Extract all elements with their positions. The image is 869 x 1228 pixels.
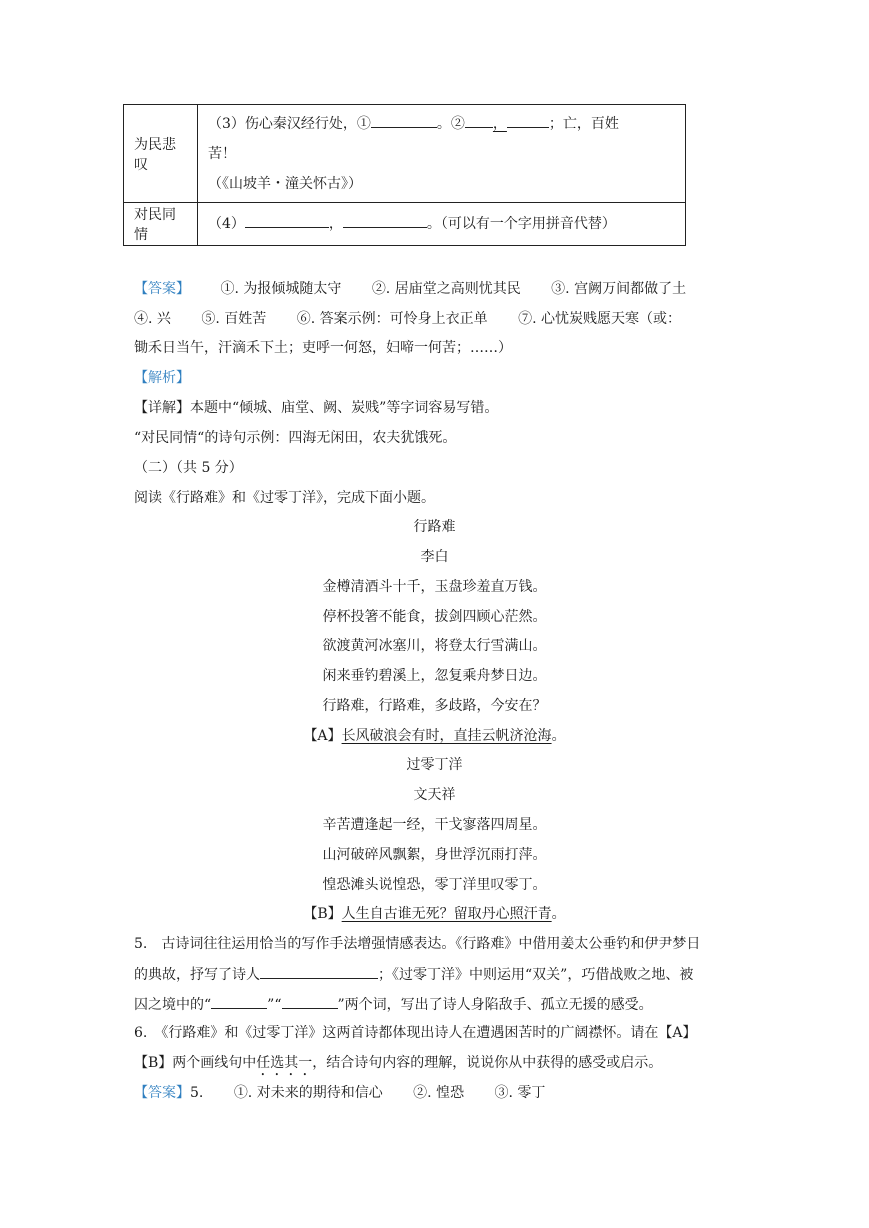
poem-line: 山河破碎风飘絮，身世浮沉雨打萍。 [322,847,547,863]
answer-tag: 【答案】 [134,1085,190,1101]
answer-blank [507,113,549,128]
poem-line: 行路难，行路难，多歧路，今安在？ [322,698,547,714]
row-label: 对民同情 [124,203,198,246]
document-page: 为民悲叹 （3）伤心秦汉经行处，① 。② ， ；亡，百姓 苦！ （《山坡羊・潼关怀古》） 对民同情 （4） ， 。（可以有一个字用拼音代替） 【答案】 ①. 为报倾城随太守 ②. 居庙堂之高则忧其民 ③. 宫阙万间都做了土 ④. 兴 ⑤. 百姓苦 ⑥. 答案示例：可怜身上衣正单 ⑦. 心忧炭贱愿天寒（或： 锄禾日当午，汗滴禾下土；吏呼一何怒，妇啼一何苦；……） 【解析】 【详解】本题中“倾城、庙堂、阙、炭贱”等字词容易写错。 “对民同情“的诗句示例：四海无闲田，农夫犹饿死。 （二）（共 5 分） 阅读《行路难》和《过零丁洋》，完成下面小题。 行路难 李白 金樽清酒斗十千，玉盘珍羞直万钱。 停杯投箸不能食，拔剑四顾心茫然。 欲渡黄河冰塞川，将登太行雪满山。 闲来垂钓碧溪上，忽复乘舟梦日边。 行路难，行路难，多歧路，今安在？ 【A】长风破浪会有时，直挂云帆济沧海。 过零丁洋 文天祥 辛苦遭逢起一经，干戈寥落四周星。 山河破碎风飘絮，身世浮沉雨打萍。 惶恐滩头说惶恐，零丁洋里叹零丁。 【B】人生自古谁无死？留取丹心照汗青。 5. 古诗词往往运用恰当的写作手法增强情感表达。《行路难》中借用姜太公垂钓和伊尹梦日 的典故，抒写了诗人 ；《过零丁洋》中则运用“双关”，巧借战败之地、被 囚之境中的“ ”“ ”两个词，写出了诗人身陷敌手、孤立无援的感受。 6. 《行路难》和《过零丁洋》这两首诗都体现出诗人在遭遇困苦时的广阔襟怀。请在【A】 【B】两个画线句中任选其一，结合诗句内容的理解，说说你从中获得的感受或启示。 【答案】5. ①. 对未来的期待和信心 ②. 惶恐 ③. 零丁 [0,0,869,1228]
emphasis-dotted: 任选其一 [256,1055,313,1071]
marked-line-a: 【A】长风破浪会有时，直挂云帆济沧海。 [303,728,566,744]
answer-blank [371,113,437,128]
question-5: 5. 古诗词往往运用恰当的写作手法增强情感表达。《行路难》中借用姜太公垂钓和伊尹梦日 [134,936,701,952]
answer-blank [211,994,267,1009]
answer-tag: 【答案】 [134,281,190,297]
section-title: （二）（共 5 分） [134,460,243,476]
answer-line: ④. 兴 ⑤. 百姓苦 ⑥. 答案示例：可怜身上衣正单 ⑦. 心忧炭贱愿天寒（或： [134,311,681,327]
answer-line: 【答案】 ①. 为报倾城随太守 ②. 居庙堂之高则忧其民 ③. 宫阙万间都做了土 [134,281,687,297]
table-row [124,105,686,203]
answer-blank [343,213,427,228]
poem-line: 停杯投箸不能食，拔剑四顾心茫然。 [322,609,547,625]
poem-line: 辛苦遭逢起一经，干戈寥落四周星。 [322,817,547,833]
poem-author: 文天祥 [413,787,456,803]
analysis-tag: 【解析】 [134,370,190,386]
poem-line: 欲渡黄河冰塞川，将登太行雪满山。 [322,638,547,654]
answer-blank [260,964,378,979]
marked-line-b: 【B】人生自古谁无死？留取丹心照汗青。 [303,906,566,922]
fill-in-table [123,104,686,246]
answer-blank [282,994,338,1009]
row-content: （4） ， 。（可以有一个字用拼音代替） [198,203,686,246]
poem-line: 金樽清酒斗十千，玉盘珍羞直万钱。 [322,579,547,595]
poem-line: 闲来垂钓碧溪上，忽复乘舟梦日边。 [322,668,547,684]
answer-blank [245,213,329,228]
row-label: 为民悲叹 [124,105,198,203]
answer-line: 【答案】5. ①. 对未来的期待和信心 ②. 惶恐 ③. 零丁 [134,1085,546,1101]
table-row [124,203,686,246]
poem-line: 惶恐滩头说惶恐，零丁洋里叹零丁。 [322,877,547,893]
poem-title: 过零丁洋 [406,757,463,773]
poem-author: 李白 [420,549,449,565]
poem-title: 行路难 [413,519,456,535]
answer-blank [465,113,493,128]
row-content: （3）伤心秦汉经行处，① 。② ， ；亡，百姓 苦！ （《山坡羊・潼关怀古》） [198,105,686,203]
question-6: 6. 《行路难》和《过零丁洋》这两首诗都体现出诗人在遭遇困苦时的广阔襟怀。请在【A】 [134,1025,697,1041]
